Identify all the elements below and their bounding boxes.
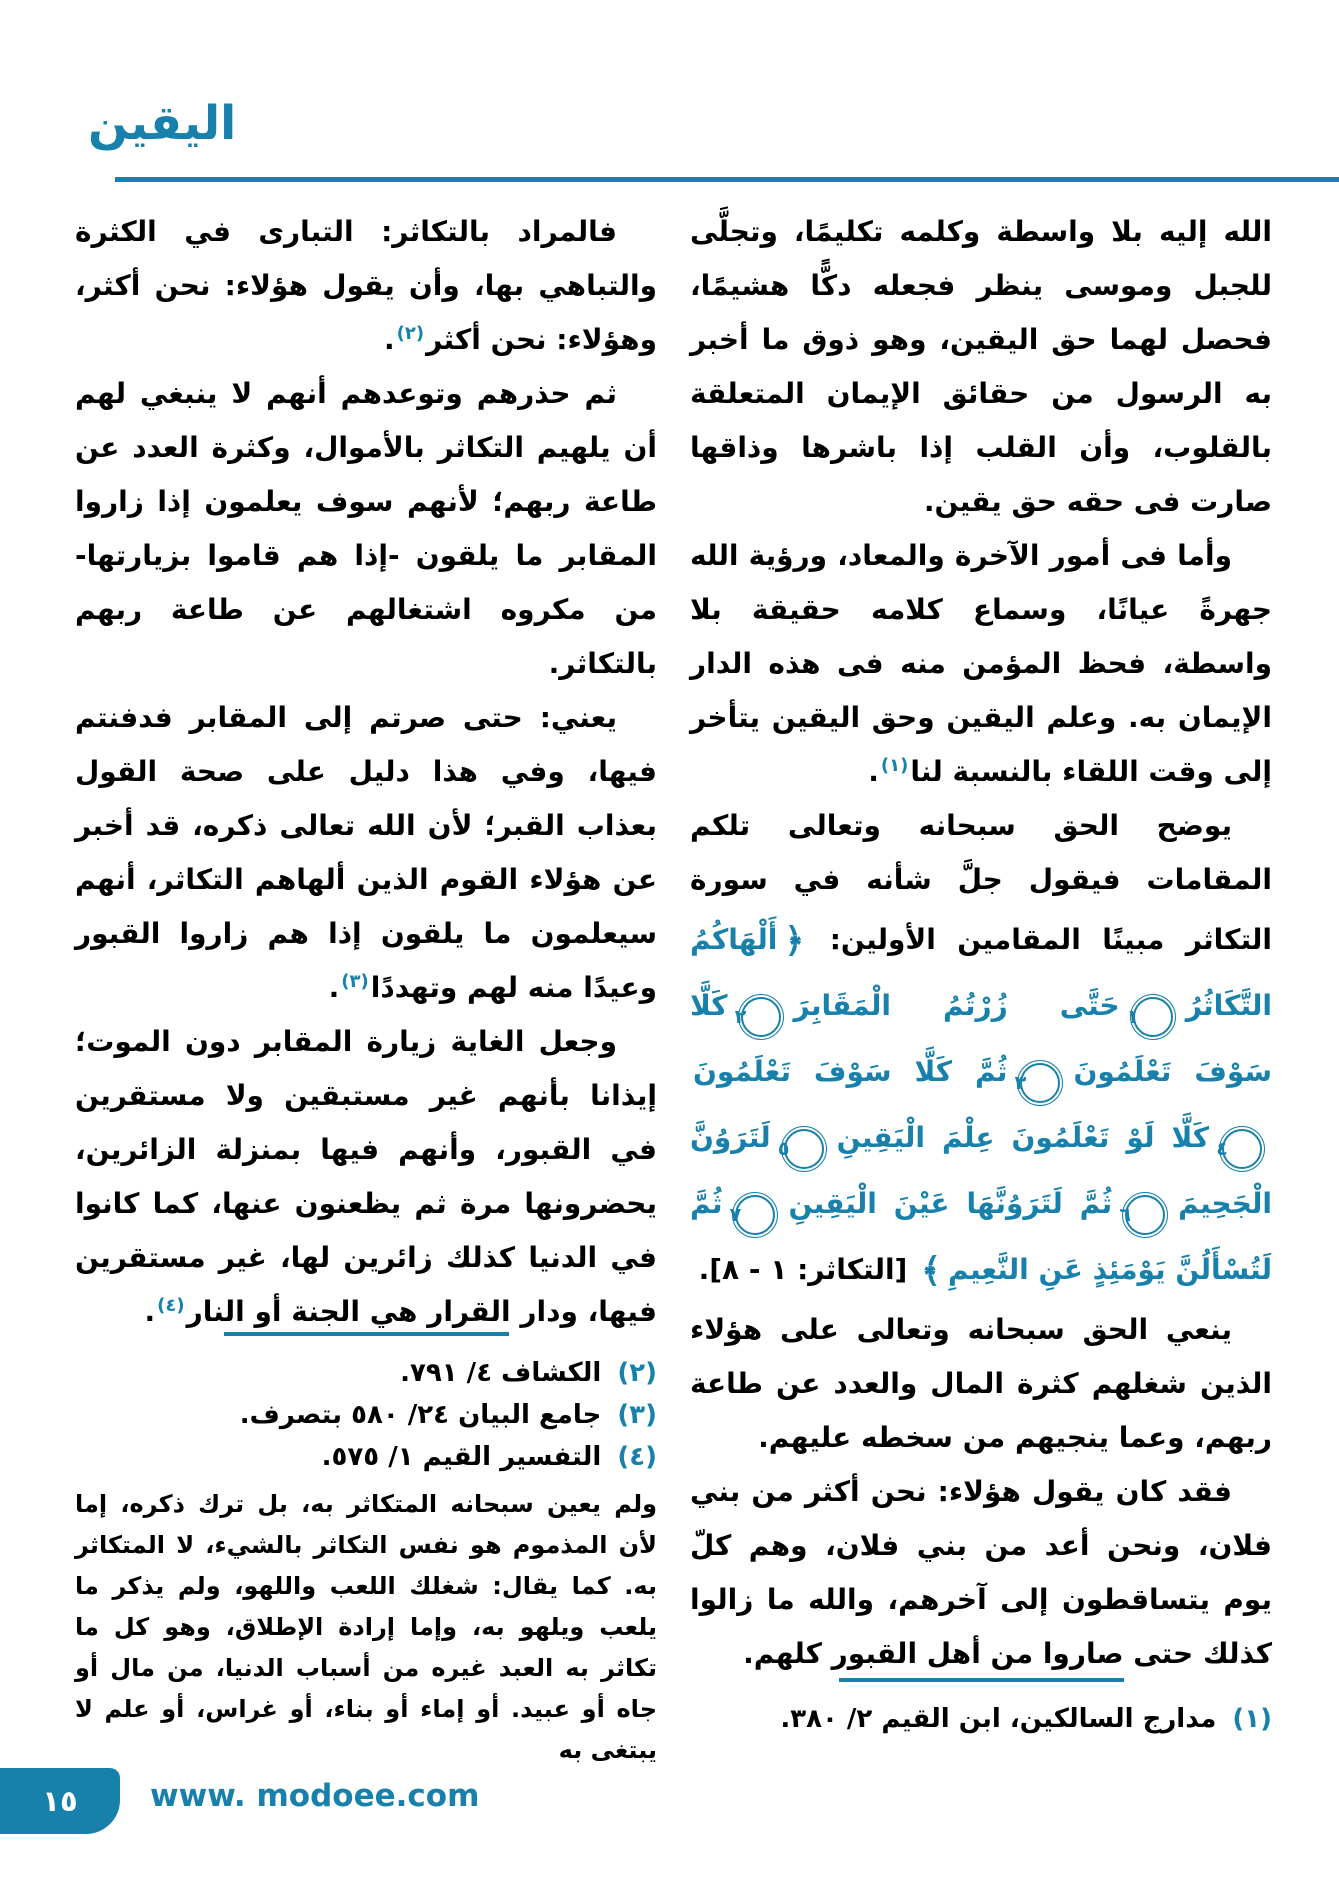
- paragraph: فقد كان يقول هؤلاء: نحن أكثر من بني فلان، ونحن أعد من بني فلان، وهم كلّ يوم يتساقطون إلى آخرهم، والله ما زالوا كذلك حتى صاروا من أهل القبور كلهم.: [690, 1475, 1272, 1670]
- footnote-number: (١): [1232, 1704, 1272, 1734]
- footnote-marker: (١): [880, 754, 909, 776]
- footnote-text: مدارج السالكين، ابن القيم ٢/ ٣٨٠.: [780, 1704, 1217, 1734]
- footnote-list: [690, 1698, 1272, 1740]
- footnote-item: [690, 1698, 1272, 1740]
- footnote-item: [75, 1436, 657, 1478]
- aya-number-badge: ٦: [1125, 1195, 1165, 1235]
- footnote-number: (٣): [617, 1400, 657, 1430]
- quran-segment-text: ثُمَّ كَلَّا سَوْفَ تَعْلَمُونَ: [693, 1055, 1008, 1088]
- quran-segment-list: [690, 923, 1272, 1286]
- paragraph: ثم حذرهم وتوعدهم أنهم لا ينبغي لهم أن يلهيم التكاثر بالأموال، وكثرة العدد عن طاعة ربهم؛ لأنهم سوف يعلمون إذا زاروا المقابر ما يلقون -إذا هم قاموا بزيارتها- من مكروه اشتغالهم عن طاعة ربهم بالتكاثر.: [75, 377, 657, 680]
- footnote-rule: [224, 1332, 509, 1336]
- aya-number-badge: ٧: [735, 1195, 775, 1235]
- footnote-marker: (٤): [157, 1294, 185, 1316]
- header-rule: [115, 177, 1339, 182]
- footnote-list: [75, 1352, 657, 1478]
- footnote-item: [75, 1394, 657, 1436]
- footnote-rule: [839, 1678, 1124, 1682]
- quran-segment-text: أَلْهَاكُمُ التَّكَاثُرُ: [690, 923, 1272, 1022]
- aya-number-badge: ٢: [741, 997, 781, 1037]
- footnote-marker: (٣): [341, 970, 369, 992]
- footnote-text: الكشاف ٤/ ٧٩١.: [400, 1358, 602, 1388]
- footnote-continuation: ولم يعين سبحانه المتكاثر به، بل ترك ذكره، إما لأن المذموم هو نفس التكاثر بالشيء، لا المتكاثر به. كما يقال: شغلك اللعب واللهو، ولم يذكر ما يلعب ويلهو به، وإما إرادة الإطلاق، وهو كل ما تكاثر به العبد غيره من أسباب الدنيا، من مال أو جاه أو عبيد. أو إماء أو بناء، أو غراس، أو علم لا يبتغى به: [75, 1490, 657, 1764]
- paragraph: يعني: حتى صرتم إلى المقابر فدفنتم فيها، وفي هذا دليل على صحة القول بعذاب القبر؛ لأن الله تعالى ذكره، قد أخبر عن هؤلاء القوم الذين ألهاهم التكاثر، أنهم سيعلمون ما يلقون إذا هم زاروا القبور وعيدًا منه لهم وتهددًا$^{(٣)}$.: [75, 701, 657, 1004]
- paragraph: ينعي الحق سبحانه وتعالى على هؤلاء الذين شغلهم كثرة المال والعدد عن طاعة ربهم، وعما ينجيهم من سخطه عليهم.: [690, 1313, 1272, 1454]
- paragraph: وأما فى أمور الآخرة والمعاد، ورؤية الله جهرةً عيانًا، وسماع كلامه حقيقة بلا واسطة، فحظ المؤمن منه فى هذه الدار الإيمان به. وعلم اليقين وحق اليقين يتأخر إلى وقت اللقاء بالنسبة لنا$^{(١)}$.: [690, 539, 1272, 788]
- quran-segment-text: لَتَرَوُنَّ الْجَحِيمَ: [690, 1121, 1272, 1220]
- quran-segment-text: حَتَّى زُرْتُمُ الْمَقَابِرَ: [793, 989, 1120, 1022]
- paragraph: فالمراد بالتكاثر: التبارى في الكثرة والتباهي بها، وأن يقول هؤلاء: نحن أكثر، وهؤلاء: نحن أكثر$^{(٢)}$.: [75, 215, 657, 356]
- footnote-marker: (٢): [396, 322, 425, 344]
- website-text: www. modoee.com: [150, 1778, 480, 1814]
- column-right: [690, 205, 1272, 1681]
- quran-segment-text: ثُمَّ لَتُسْأَلُنَّ يَوْمَئِذٍ عَنِ النَّعِيمِ: [690, 1187, 1272, 1286]
- paragraph: وجعل الغاية زيارة المقابر دون الموت؛ إيذانا بأنهم غير مستبقين ولا مستقرين في القبور، وأنهم فيها بمنزلة الزائرين، يحضرونها مرة ثم يظعنون عنها، كما كانوا في الدنيا كذلك زائرين لها، غير مستقرين فيها، ودار القرار هي الجنة أو النار$^{(٤)}$.: [75, 1025, 657, 1328]
- footnote-text: التفسير القيم ١/ ٥٧٥.: [321, 1442, 602, 1472]
- aya-number-badge: ٣: [1020, 1063, 1060, 1103]
- column-left: [75, 205, 657, 1339]
- quran-close-bracket: ﴾: [921, 1251, 942, 1291]
- paragraph: الله إليه بلا واسطة وكلمه تكليمًا، وتجلَّى للجبل وموسى ينظر فجعله دكًّا هشيمًا، فحصل لهما حق اليقين، وهو ذوق ما أخبر به الرسول من حقائق الإيمان المتعلقة بالقلوب، وأن القلب إذا باشرها وذاقها صارت فى حقه حق يقين.: [690, 215, 1272, 518]
- footnote-item: [75, 1352, 657, 1394]
- page-title: اليقين: [88, 96, 237, 151]
- quran-verses: [690, 921, 1272, 1291]
- quran-segment-text: كَلَّا لَوْ تَعْلَمُونَ عِلْمَ الْيَقِينِ: [836, 1121, 1209, 1154]
- aya-number-badge: ١: [1133, 997, 1173, 1037]
- footnote-text: جامع البيان ٢٤/ ٥٨٠ بتصرف.: [239, 1400, 602, 1430]
- footnotes-left: [75, 1332, 657, 1795]
- aya-number-badge: ٥: [784, 1129, 824, 1169]
- footnote-number: (٤): [617, 1442, 657, 1472]
- paragraph-with-quran: يوضح الحق سبحانه وتعالى تلكم المقامات فيقول جلَّ شأنه في سورة التكاثر مبينًا المقامين الأولين: ﴿أَلْهَاكُمُ التَّكَاثُرُ١حَتَّى زُرْتُمُ الْمَقَابِرَ٢كَلَّا سَوْفَ تَعْلَمُونَ٣ثُمَّ كَلَّا سَوْفَ تَعْلَمُونَ٤كَلَّا لَوْ تَعْلَمُونَ عِلْمَ الْيَقِينِ٥لَتَرَوُنَّ الْجَحِيمَ٦ثُمَّ لَتَرَوُنَّهَا عَيْنَ الْيَقِينِ٧ثُمَّ لَتُسْأَلُنَّ يَوْمَئِذٍ عَنِ النَّعِيمِ﴾ [التكاثر: ١ - ٨].: [690, 809, 1272, 1291]
- quran-reference: [التكاثر: ١ - ٨].: [698, 1253, 908, 1286]
- page-number-tab: [0, 1768, 120, 1834]
- quran-segment-text: ثُمَّ لَتَرَوُنَّهَا عَيْنَ الْيَقِينِ: [788, 1187, 1113, 1220]
- footnotes-right: [690, 1678, 1272, 1740]
- quran-segment-text: كَلَّا سَوْفَ تَعْلَمُونَ: [690, 989, 1272, 1088]
- page-number: ١٥: [42, 1784, 78, 1818]
- quran-open-bracket: ﴿: [784, 921, 805, 961]
- aya-number-badge: ٤: [1222, 1129, 1262, 1169]
- footnote-number: (٢): [617, 1358, 657, 1388]
